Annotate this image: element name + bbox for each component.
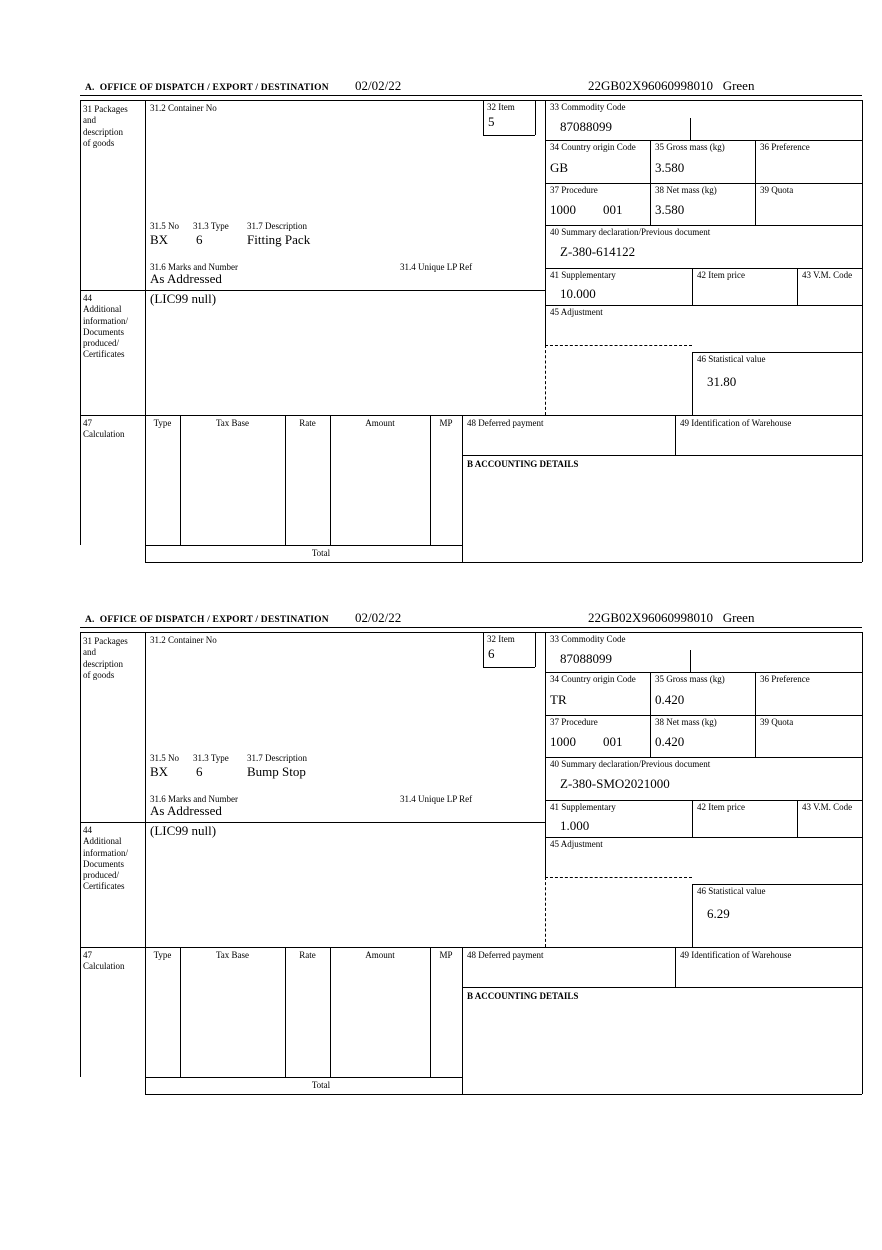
box42-right-border xyxy=(797,800,798,837)
additional-information-value: (LIC99 null) xyxy=(150,823,217,838)
taxbase-column-border xyxy=(285,947,286,1077)
box42-item-price-label: 42 Item price xyxy=(697,270,745,280)
date-of-dispatch: 02/02/22 xyxy=(355,610,402,625)
amount-column-border xyxy=(430,415,431,545)
row41-bottom-border xyxy=(545,305,862,306)
office-of-dispatch-heading: A. OFFICE OF DISPATCH / EXPORT / DESTINATION xyxy=(85,83,329,93)
box40-bottom-border xyxy=(545,800,862,801)
box31-6-marks-label: 31.6 Marks and Number xyxy=(150,262,238,272)
header-rule xyxy=(80,627,862,628)
calculation-top-border xyxy=(80,947,862,948)
mp-column-border xyxy=(462,947,463,1094)
box32-left-border xyxy=(483,100,484,135)
right-block-divider xyxy=(545,632,546,877)
package-type-value: 6 xyxy=(196,764,203,779)
box31-6-marks-label: 31.6 Marks and Number xyxy=(150,794,238,804)
box31-3-type-label: 31.3 Type xyxy=(193,753,229,763)
right-block-divider-dashed xyxy=(545,345,546,415)
date-of-dispatch: 02/02/22 xyxy=(355,78,402,93)
total-label: Total xyxy=(311,548,331,558)
box41-supplementary-label: 41 Supplementary xyxy=(550,802,616,812)
box35-right-border xyxy=(755,140,756,183)
mp-column-header: MP xyxy=(439,950,453,960)
country-origin-value: GB xyxy=(550,160,569,175)
statistical-value: 31.80 xyxy=(707,374,737,389)
customs-declaration-item-section xyxy=(80,78,863,563)
gross-mass-value: 3.580 xyxy=(655,160,685,175)
procedure-code-2-value: 001 xyxy=(603,734,623,749)
form-right-border xyxy=(862,632,863,1094)
total-row-top-border xyxy=(145,545,462,546)
box34-right-border xyxy=(650,140,651,183)
box36-preference-label: 36 Preference xyxy=(760,142,810,152)
box31-5-no-label: 31.5 No xyxy=(150,753,179,763)
box31-7-description-label: 31.7 Description xyxy=(247,753,307,763)
box45-adjustment-label: 45 Adjustment xyxy=(550,839,603,849)
box46-top-border xyxy=(692,884,862,885)
box46-statistical-value-label: 46 Statistical value xyxy=(697,886,766,896)
box41-supplementary-label: 41 Supplementary xyxy=(550,270,616,280)
type-column-border xyxy=(180,947,181,1077)
taxbase-column-border xyxy=(285,415,286,545)
box43-vm-code-label: 43 V.M. Code xyxy=(802,270,853,280)
box38-net-mass-label: 38 Net mass (kg) xyxy=(655,717,717,727)
right-block-divider-dashed xyxy=(545,877,546,947)
customs-declaration-item-section xyxy=(80,610,863,1095)
accounting-details-heading: B ACCOUNTING DETAILS xyxy=(467,459,579,469)
form-bottom-border xyxy=(145,1094,862,1095)
type-column-header: Type xyxy=(153,950,172,960)
goods-description-value: Fitting Pack xyxy=(247,232,311,247)
previous-document-value: Z-380-614122 xyxy=(560,244,636,259)
box39-quota-label: 39 Quota xyxy=(760,717,794,727)
commodity-code-value: 87088099 xyxy=(560,119,612,134)
form-top-border xyxy=(80,100,862,101)
row34-bottom-border xyxy=(545,183,862,184)
procedure-code-value: 1000 xyxy=(550,202,576,217)
item-number-value: 5 xyxy=(488,114,495,129)
box46-left-border xyxy=(692,352,693,415)
box42-item-price-label: 42 Item price xyxy=(697,802,745,812)
declaration-reference: 22GB02X96060998010 Green xyxy=(588,78,755,93)
rate-column-header: Rate xyxy=(299,418,316,428)
box33-bottom-border xyxy=(545,140,862,141)
box35-gross-mass-label: 35 Gross mass (kg) xyxy=(655,142,725,152)
box37-right-border xyxy=(650,715,651,757)
rate-column-border xyxy=(330,947,331,1077)
box42-right-border xyxy=(797,268,798,305)
office-of-dispatch-heading: A. OFFICE OF DISPATCH / EXPORT / DESTINATION xyxy=(85,615,329,625)
amount-column-header: Amount xyxy=(365,950,395,960)
right-block-divider xyxy=(545,100,546,345)
box32-item-label: 32 Item xyxy=(487,102,515,112)
box44-additional-info-label: 44 Additional information/ Documents produced/ Certificates xyxy=(83,293,128,360)
tax-base-column-header: Tax Base xyxy=(215,418,250,428)
form-bottom-border xyxy=(145,562,862,563)
mp-column-border xyxy=(462,415,463,562)
box40-summary-declaration-label: 40 Summary declaration/Previous document xyxy=(550,227,711,237)
gross-mass-value: 0.420 xyxy=(655,692,685,707)
box46-statistical-value-label: 46 Statistical value xyxy=(697,354,766,364)
additional-information-value: (LIC99 null) xyxy=(150,291,217,306)
box34-right-border xyxy=(650,672,651,715)
box31-3-type-label: 31.3 Type xyxy=(193,221,229,231)
box32-right-border xyxy=(535,100,536,135)
box37-procedure-label: 37 Procedure xyxy=(550,717,598,727)
marks-and-number-value: As Addressed xyxy=(150,803,222,818)
box31-4-unique-lp-ref-label: 31.4 Unique LP Ref xyxy=(400,794,473,804)
commodity-code-separator xyxy=(690,118,691,140)
supplementary-units-value: 1.000 xyxy=(560,818,590,833)
box47-calculation-label: 47 Calculation xyxy=(83,418,125,440)
row37-bottom-border xyxy=(545,757,862,758)
box33-commodity-code-label: 33 Commodity Code xyxy=(550,634,626,644)
box43-vm-code-label: 43 V.M. Code xyxy=(802,802,853,812)
box45-adjustment-label: 45 Adjustment xyxy=(550,307,603,317)
header-rule xyxy=(80,95,862,96)
box31-2-container-no-label: 31.2 Container No xyxy=(150,635,217,645)
box31-packages-label: 31 Packages and description of goods xyxy=(83,636,128,680)
box41-right-border xyxy=(692,800,693,837)
box35-gross-mass-label: 35 Gross mass (kg) xyxy=(655,674,725,684)
box48-right-border xyxy=(675,415,676,455)
rate-column-header: Rate xyxy=(299,950,316,960)
box37-procedure-label: 37 Procedure xyxy=(550,185,598,195)
box49-warehouse-label: 49 Identification of Warehouse xyxy=(680,418,792,428)
left-column-divider xyxy=(145,632,146,1094)
box48-bottom-border xyxy=(462,987,862,988)
form-left-border xyxy=(80,632,81,1077)
supplementary-units-value: 10.000 xyxy=(560,286,596,301)
box31-5-no-label: 31.5 No xyxy=(150,221,179,231)
country-origin-value: TR xyxy=(550,692,567,707)
marks-and-number-value: As Addressed xyxy=(150,271,222,286)
box31-packages-label: 31 Packages and description of goods xyxy=(83,104,128,148)
box31-2-container-no-label: 31.2 Container No xyxy=(150,103,217,113)
type-column-border xyxy=(180,415,181,545)
procedure-code-value: 1000 xyxy=(550,734,576,749)
box32-bottom-border xyxy=(483,667,535,668)
package-kind-value: BX xyxy=(150,764,169,779)
accounting-details-heading: B ACCOUNTING DETAILS xyxy=(467,991,579,1001)
box48-deferred-payment-label: 48 Deferred payment xyxy=(467,418,544,428)
box38-right-border xyxy=(755,183,756,225)
box40-bottom-border xyxy=(545,268,862,269)
item-number-value: 6 xyxy=(488,646,495,661)
amount-column-border xyxy=(430,947,431,1077)
box33-commodity-code-label: 33 Commodity Code xyxy=(550,102,626,112)
box46-top-border xyxy=(692,352,862,353)
row34-bottom-border xyxy=(545,715,862,716)
box37-right-border xyxy=(650,183,651,225)
previous-document-value: Z-380-SMO2021000 xyxy=(560,776,670,791)
left-column-divider xyxy=(145,100,146,562)
row37-bottom-border xyxy=(545,225,862,226)
calculation-top-border xyxy=(80,415,862,416)
package-kind-value: BX xyxy=(150,232,169,247)
type-column-header: Type xyxy=(153,418,172,428)
commodity-code-separator xyxy=(690,650,691,672)
box48-deferred-payment-label: 48 Deferred payment xyxy=(467,950,544,960)
box38-right-border xyxy=(755,715,756,757)
box45-dashed-border xyxy=(545,345,692,346)
form-top-border xyxy=(80,632,862,633)
box41-right-border xyxy=(692,268,693,305)
box49-warehouse-label: 49 Identification of Warehouse xyxy=(680,950,792,960)
box36-preference-label: 36 Preference xyxy=(760,674,810,684)
row41-bottom-border xyxy=(545,837,862,838)
box32-bottom-border xyxy=(483,135,535,136)
box32-right-border xyxy=(535,632,536,667)
box32-item-label: 32 Item xyxy=(487,634,515,644)
net-mass-value: 0.420 xyxy=(655,734,685,749)
form-left-border xyxy=(80,100,81,545)
tax-base-column-header: Tax Base xyxy=(215,950,250,960)
box34-country-origin-label: 34 Country origin Code xyxy=(550,674,636,684)
statistical-value: 6.29 xyxy=(707,906,730,921)
goods-description-value: Bump Stop xyxy=(247,764,306,779)
declaration-reference: 22GB02X96060998010 Green xyxy=(588,610,755,625)
box32-left-border xyxy=(483,632,484,667)
mp-column-header: MP xyxy=(439,418,453,428)
amount-column-header: Amount xyxy=(365,418,395,428)
net-mass-value: 3.580 xyxy=(655,202,685,217)
box31-4-unique-lp-ref-label: 31.4 Unique LP Ref xyxy=(400,262,473,272)
form-right-border xyxy=(862,100,863,562)
box39-quota-label: 39 Quota xyxy=(760,185,794,195)
box46-left-border xyxy=(692,884,693,947)
box38-net-mass-label: 38 Net mass (kg) xyxy=(655,185,717,195)
box48-right-border xyxy=(675,947,676,987)
box47-calculation-label: 47 Calculation xyxy=(83,950,125,972)
package-type-value: 6 xyxy=(196,232,203,247)
box48-bottom-border xyxy=(462,455,862,456)
commodity-code-value: 87088099 xyxy=(560,651,612,666)
box45-dashed-border xyxy=(545,877,692,878)
box33-bottom-border xyxy=(545,672,862,673)
box40-summary-declaration-label: 40 Summary declaration/Previous document xyxy=(550,759,711,769)
total-label: Total xyxy=(311,1080,331,1090)
procedure-code-2-value: 001 xyxy=(603,202,623,217)
box34-country-origin-label: 34 Country origin Code xyxy=(550,142,636,152)
rate-column-border xyxy=(330,415,331,545)
box31-7-description-label: 31.7 Description xyxy=(247,221,307,231)
box35-right-border xyxy=(755,672,756,715)
total-row-top-border xyxy=(145,1077,462,1078)
box44-additional-info-label: 44 Additional information/ Documents produced/ Certificates xyxy=(83,825,128,892)
